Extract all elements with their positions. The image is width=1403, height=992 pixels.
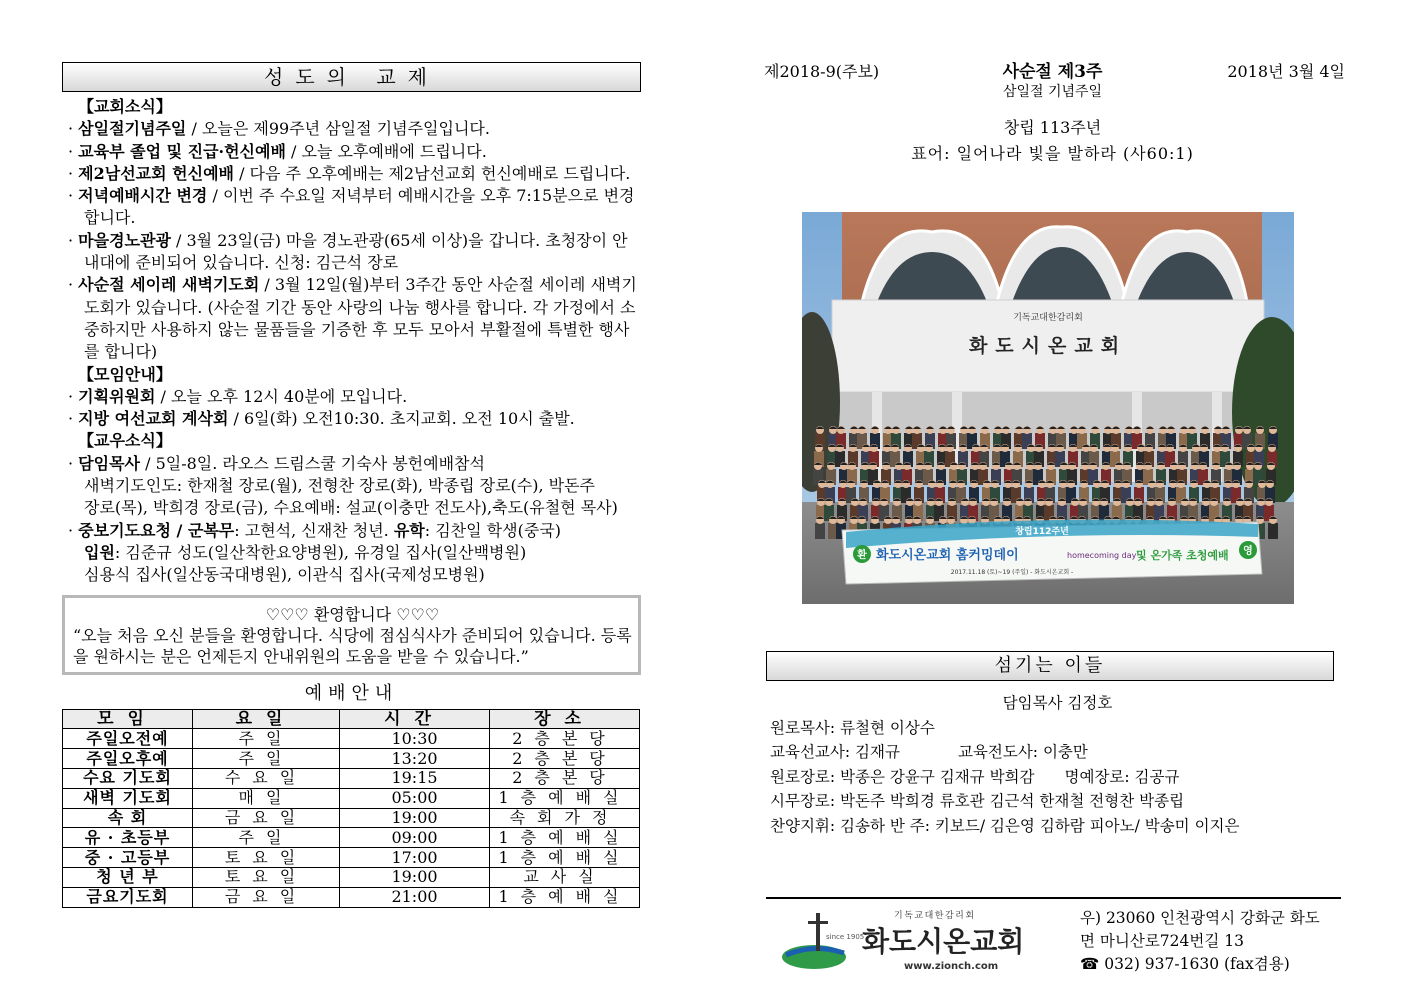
welcome-title: ♡♡♡ 환영합니다 ♡♡♡: [265, 604, 440, 624]
service-name: 속 회: [63, 808, 193, 828]
service-time: 19:00: [340, 808, 490, 828]
banner-en-text: homecoming day: [1067, 551, 1137, 560]
congregation-photo: [802, 212, 1294, 604]
service-place: 1층예배실: [490, 887, 640, 907]
service-place: 1층예배실: [490, 828, 640, 848]
service-place: 2층본당: [490, 729, 640, 749]
col-header: 시간: [340, 709, 490, 729]
address-line: 면 마니산로724번길 13: [1080, 932, 1244, 950]
service-time: 13:20: [340, 749, 490, 769]
church-logo: [774, 905, 1074, 985]
welcome-box: [62, 595, 641, 675]
service-name: 유 · 초등부: [63, 828, 193, 848]
phone-line: ☎ 032) 937-1630 (fax겸용): [1080, 955, 1290, 973]
logo-name-text: 화도시온교회: [862, 925, 1025, 958]
prayer-item: · 중보기도요청 / 군복무: 고현석, 신재찬 청년. 유학: 김찬일 학생(중국): [68, 520, 561, 540]
service-place: 1층예배실: [490, 788, 640, 808]
news-item: · 사순절 세이레 새벽기도회 / 3월 12일(월)부터 3주간 동안 사순절 세이레 새벽기도회가 있습니다. (사순절 기간 동안 사랑의 나눔 행사를 합니다. 각 가정에서 소중하지만 사용하지 않는 물품들을 기증한 후 모두 모아서 부활절에 특별한 행사를 합니다): [68, 275, 637, 362]
service-name: 청 년 부: [63, 867, 193, 887]
server-row: 시무장로: 박돈주 박희경 류호관 김근석 한재철 전형찬 박종립: [770, 792, 1185, 810]
right-panel: [760, 55, 1345, 973]
service-time: 19:00: [340, 867, 490, 887]
banner-date-text: 2017.11.18 (토)~19 (주일) - 화도시온교회 -: [950, 569, 1074, 576]
col-header: 모임: [63, 709, 193, 729]
service-row: [63, 788, 640, 808]
service-place: 2층본당: [490, 768, 640, 788]
welcome-text: “오늘 처음 오신 분들을 환영합니다. 식당에 점심식사가 준비되어 있습니다. 등록을 원하시는 분은 언제든지 안내위원의 도움을 받을 수 있습니다.”: [73, 625, 632, 666]
sunday-name: 삼일절 기념주일: [1002, 84, 1103, 100]
banner-end-text: 및 온가족 초청예배: [1136, 549, 1229, 562]
service-name: 주일오전예: [63, 729, 193, 749]
fellowship-section-header: 성도의 교제: [62, 62, 641, 92]
bulletin-header: [760, 55, 1345, 81]
service-guide-title: 예배안내: [304, 682, 399, 704]
hospital-line: 심용식 집사(일산동국대병원), 이관식 집사(국제성모병원): [84, 565, 485, 585]
address-line: 우) 23060 인천광역시 강화군 화도: [1080, 909, 1320, 927]
service-name: 금요기도회: [63, 887, 193, 907]
service-day: 주일: [193, 729, 340, 749]
service-time: 17:00: [340, 848, 490, 868]
logo-url-text: www.zionch.com: [904, 961, 999, 972]
service-row: [63, 808, 640, 828]
banner-top-text: 창립112주년: [1015, 527, 1069, 537]
church-season: 사순절 제3주: [1002, 62, 1103, 82]
homecoming-banner: [842, 520, 1262, 585]
news-item: · 삼일절기념주일 / 오늘은 제99주년 삼일절 기념주일입니다.: [68, 119, 490, 139]
service-day: 금요일: [193, 887, 340, 907]
service-time: 10:30: [340, 729, 490, 749]
news-item: · 교육부 졸업 및 진급·헌신예배 / 오늘 오후예배에 드립니다.: [68, 141, 487, 161]
service-day: 주일: [193, 828, 340, 848]
news-category-title: 【교회소식】: [78, 97, 172, 116]
service-table-header: [63, 709, 640, 729]
service-row: [63, 828, 640, 848]
footer-divider: [766, 897, 1341, 899]
service-row: [63, 729, 640, 749]
service-day: 매일: [193, 788, 340, 808]
news-item: · 저녁예배시간 변경 / 이번 주 수요일 저녁부터 예배시간을 오후 7:15분으로 변경합니다.: [68, 186, 635, 228]
service-time: 09:00: [340, 828, 490, 848]
logo-graphic: [774, 905, 1074, 985]
member-subline: 새벽기도인도: 한재철 장로(월), 전형찬 장로(화), 박종립 장로(수), 박돈주: [84, 476, 596, 496]
member-subline: 장로(목), 박희경 장로(금), 수요예배: 설교(이충만 전도사),축도(유철현 목사): [84, 498, 618, 518]
service-day: 수요일: [193, 768, 340, 788]
church-news: [62, 92, 641, 587]
sign-small-text: 기독교대한감리회: [1013, 313, 1083, 323]
service-day: 주일: [193, 749, 340, 769]
col-header: 요일: [193, 709, 340, 729]
senior-pastor: 담임목사 김정호: [1002, 694, 1113, 712]
server-row: 찬양지휘: 김송하 반 주: 키보드/ 김은영 김하람 피아노/ 박송미 이지은: [770, 816, 1240, 835]
service-day: 토요일: [193, 848, 340, 868]
hospital-line: 입원: 김준규 성도(일산착한요양병원), 유경일 집사(일산백병원): [84, 542, 527, 562]
service-day: 금요일: [193, 808, 340, 828]
sign-big-text: 화도시온교회: [968, 335, 1128, 357]
news-item: · 마을경노관광 / 3월 23일(금) 마을 경노관광(65세 이상)을 갑니다. 초청장이 안내대에 준비되어 있습니다. 신청: 김근석 장로: [68, 230, 628, 273]
founding-anniversary: 창립 113주년: [1003, 118, 1102, 137]
left-panel: [62, 62, 641, 908]
server-row: 교육선교사: 김재규 교육전도사: 이충만: [770, 743, 1088, 761]
banner-main-text: 화도시온교회 홈커밍데이: [876, 548, 1019, 563]
service-name: 주일오후예: [63, 749, 193, 769]
church-group-photo: [802, 212, 1294, 604]
service-row: [63, 848, 640, 868]
church-motto: 표어: 일어나라 빛을 발하라 (사60:1): [911, 144, 1194, 163]
banner-left-text: 환: [857, 550, 867, 561]
banner-right-text: 영: [1243, 546, 1253, 557]
service-name: 수요 기도회: [63, 768, 193, 788]
service-time: 21:00: [340, 887, 490, 907]
service-row: [63, 887, 640, 907]
service-row: [63, 768, 640, 788]
service-place: 1층예배실: [490, 848, 640, 868]
service-name: 중 · 고등부: [63, 848, 193, 868]
service-place: 속회가정: [490, 808, 640, 828]
logo-small-text: 기독교대한감리회: [894, 911, 976, 921]
logo-since-text: since 1905: [826, 933, 865, 941]
service-day: 토요일: [193, 867, 340, 887]
bulletin-date: 2018년 3월 4일: [1227, 62, 1345, 81]
servers-section-header: 섬기는 이들: [766, 651, 1334, 681]
service-time: 05:00: [340, 788, 490, 808]
service-place: 교사실: [490, 867, 640, 887]
member-item: · 담임목사 / 5일-8일. 라오스 드림스쿨 기숙사 봉헌예배참석: [68, 453, 485, 473]
news-item: · 제2남선교회 헌신예배 / 다음 주 오후예배는 제2남선교회 헌신예배로 드립니다.: [68, 163, 631, 183]
service-time: 19:15: [340, 768, 490, 788]
service-place: 2층본당: [490, 749, 640, 769]
service-row: [63, 867, 640, 887]
meeting-item: · 기획위원회 / 오늘 오후 12시 40분에 모입니다.: [68, 386, 408, 406]
servers-list: [770, 691, 1345, 838]
meeting-item: · 지방 여선교회 계삭회 / 6일(화) 오전10:30. 초지교회. 오전 10시 출발.: [68, 409, 575, 429]
col-header: 장소: [490, 709, 640, 729]
issue-number: 제2018-9(주보): [764, 62, 880, 81]
server-row: 원로목사: 류철현 이상수: [770, 718, 935, 737]
service-table: [62, 709, 640, 908]
service-row: [63, 749, 640, 769]
service-name: 새벽 기도회: [63, 788, 193, 808]
member-category-title: 【교우소식】: [78, 431, 172, 451]
meeting-category-title: 【모임안내】: [78, 364, 172, 384]
church-address: [1080, 907, 1320, 976]
server-row: 원로장로: 박종은 강윤구 김재규 박희감 명예장로: 김공규: [770, 767, 1180, 786]
